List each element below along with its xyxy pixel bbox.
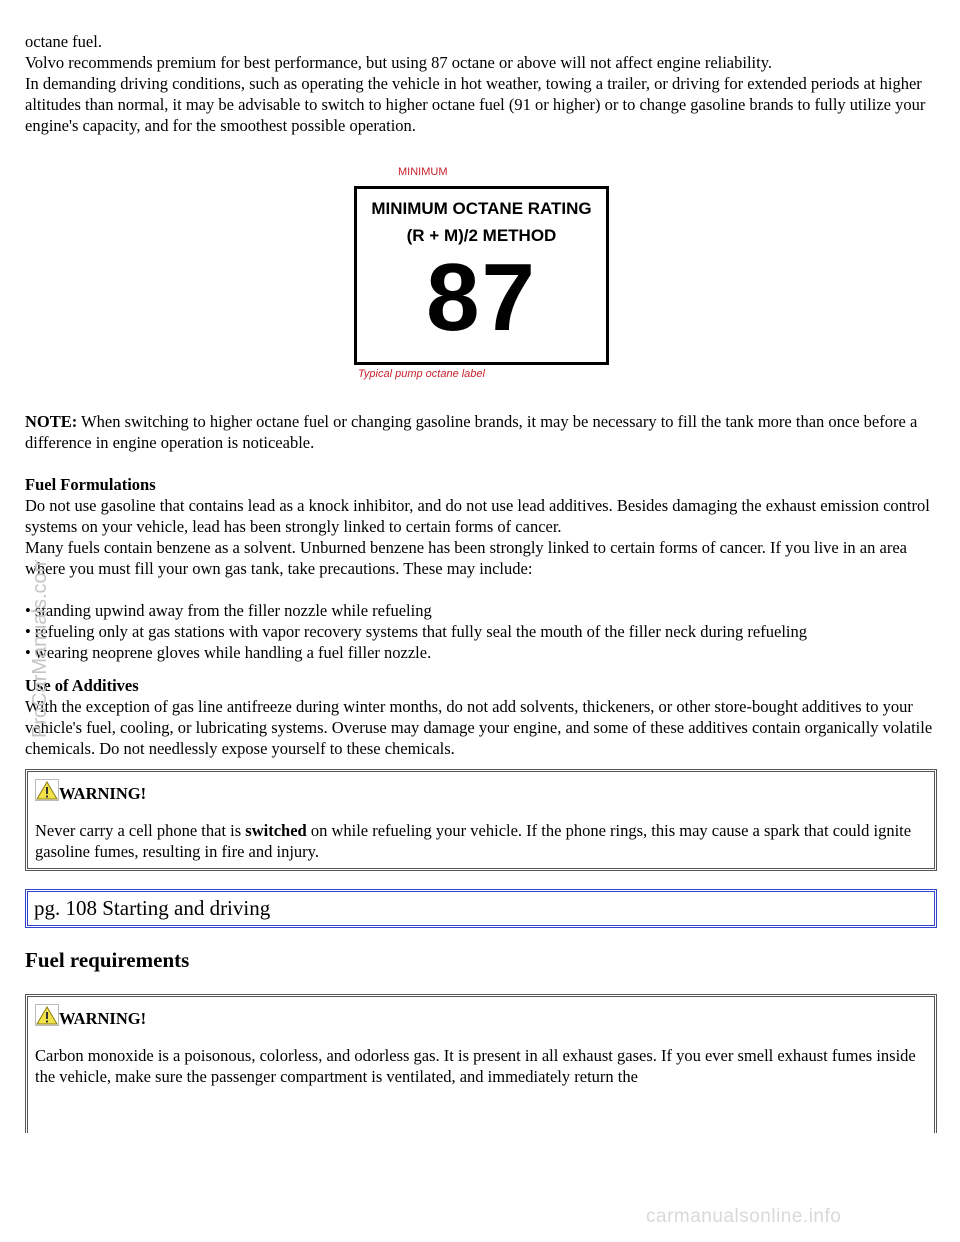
note-paragraph: [25, 411, 937, 453]
note-label: NOTE:: [25, 412, 78, 431]
figure-top-label: MINIMUM: [398, 166, 448, 178]
warning-title-text: WARNING!: [59, 1009, 147, 1028]
additives-text: With the exception of gas line antifreeze during winter months, do not add solvents, thickeners, or other store-bought additives to your vehicle's fuel, cooling, or lubricating systems. Overuse may damage your engine, and some of these additives contain organically volatile chemicals. Do not needlessly expose yourself to these chemicals.: [25, 697, 933, 758]
warning-box-carbon-monoxide: [25, 994, 937, 1133]
additives-heading: Use of Additives: [25, 676, 139, 695]
warning-box-cell-phone: [25, 769, 937, 871]
list-item: • wearing neoprene gloves while handling a fuel filler nozzle.: [25, 643, 432, 662]
octane-label-line2: (R + M)/2 METHOD: [406, 226, 557, 245]
note-text: When switching to higher octane fuel or changing gasoline brands, it may be necessary to fill the tank more than once before a difference in engine operation is noticeable.: [25, 412, 918, 452]
footer-watermark: carmanualsonline.info: [646, 1206, 842, 1227]
figure-caption: Typical pump octane label: [358, 368, 485, 380]
warning-title: [35, 779, 927, 806]
side-watermark: [0, 560, 54, 740]
list-item: • refueling only at gas stations with vapor recovery systems that fully seal the mouth of the filler neck during refueling: [25, 622, 807, 641]
warning-text-part: Never carry a cell phone that is: [35, 821, 246, 840]
warning-triangle-icon: [35, 779, 59, 806]
section-title: Fuel requirements: [25, 948, 190, 972]
warning-text-part: on while refueling your vehicle. If the phone rings, this may cause a spark that could ignite gasoline fumes, resulting in fire and injury.: [35, 821, 912, 861]
octane-label-line1: MINIMUM OCTANE RATING: [371, 199, 592, 218]
warning-title-text: WARNING!: [59, 784, 147, 803]
page-banner: pg. 108 Starting and driving: [25, 889, 937, 928]
fuel-formulations-heading: Fuel Formulations: [25, 475, 156, 494]
octane-label-figure: [25, 136, 937, 411]
intro-line-1: octane fuel.: [25, 32, 102, 51]
warning-title: [35, 1004, 927, 1031]
intro-line-2: Volvo recommends premium for best performance, but using 87 octane or above will not affect engine reliability.: [25, 53, 773, 72]
warning-text: Carbon monoxide is a poisonous, colorless, and odorless gas. It is present in all exhaust gases. If you ever smell exhaust fumes inside the vehicle, make sure the passenger compartment is ventilated, and immediately return the: [35, 1046, 916, 1086]
warning-triangle-icon: [35, 1004, 59, 1031]
warning-text: [35, 820, 927, 862]
octane-label-box: [354, 186, 609, 365]
fuel-formulations-para1: Do not use gasoline that contains lead as a knock inhibitor, and do not use lead additives. Besides damaging the exhaust emission control systems on your vehicle, lead has been strongly linked to certain forms of cancer.: [25, 496, 930, 536]
warning-text-emphasis: switched: [245, 821, 307, 840]
document-body: [25, 31, 937, 1133]
octane-label-number: 87: [426, 244, 537, 351]
list-item: • standing upwind away from the filler nozzle while refueling: [25, 601, 432, 620]
intro-line-3: In demanding driving conditions, such as operating the vehicle in hot weather, towing a trailer, or driving for extended periods at higher altitudes than normal, it may be advisable to switch to higher octane fuel (91 or higher) or to change gasoline brands to fully utilize your engine's capacity, and for the smoothest possible operation.: [25, 74, 926, 135]
side-watermark-text: ProCarManuals.com: [29, 560, 51, 738]
fuel-formulations-para2: Many fuels contain benzene as a solvent. Unburned benzene has been strongly linked to certain forms of cancer. If you live in an area where you must fill your own gas tank, take precautions. These may include:: [25, 538, 907, 578]
